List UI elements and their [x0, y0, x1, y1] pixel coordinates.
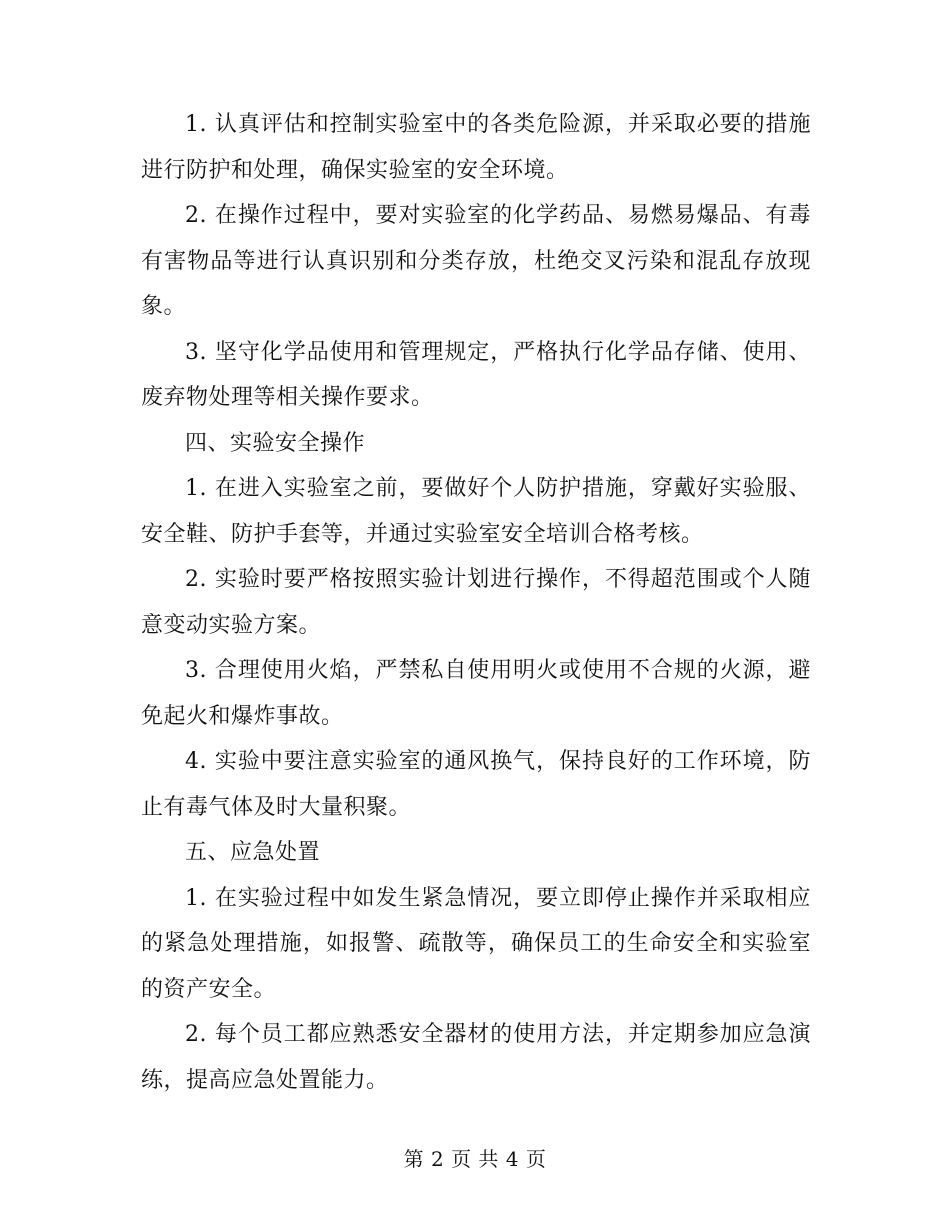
paragraph-chemical-rules: 3. 坚守化学品使用和管理规定，严格执行化学品存储、使用、废弃物处理等相关操作要求。 [141, 339, 811, 410]
paragraph-emergency-drills: 2. 每个员工都应熟悉安全器材的使用方法，并定期参加应急演练，提高应急处置能力。 [141, 1022, 811, 1093]
section-heading-emergency: 五、应急处置 [185, 840, 321, 865]
paragraph-follow-plan: 2. 实验时要严格按照实验计划进行操作，不得超范围或个人随意变动实验方案。 [141, 567, 811, 638]
paragraph-personal-protection: 1. 在进入实验室之前，要做好个人防护措施，穿戴好实验服、安全鞋、防护手套等，并通过实验室安全培训合格考核。 [141, 476, 811, 547]
paragraph-emergency-response: 1. 在实验过程中如发生紧急情况，要立即停止操作并采取相应的紧急处理措施，如报警、疏散等，确保员工的生命安全和实验室的资产安全。 [141, 885, 811, 1002]
page-number-footer: 第 2 页 共 4 页 [403, 1147, 547, 1171]
document-body [141, 102, 811, 1103]
paragraph-fire-safety: 3. 合理使用火焰，严禁私自使用明火或使用不合规的火源，避免起火和爆炸事故。 [141, 658, 811, 729]
section-heading-safe-operation: 四、实验安全操作 [185, 430, 366, 456]
paragraph-hazard-control: 1. 认真评估和控制实验室中的各类危险源，并采取必要的措施进行防护和处理，确保实验室的安全环境。 [141, 112, 811, 183]
paragraph-ventilation: 4. 实验中要注意实验室的通风换气，保持良好的工作环境，防止有毒气体及时大量积聚。 [141, 749, 811, 820]
paragraph-chemical-storage: 2. 在操作过程中，要对实验室的化学药品、易燃易爆品、有毒有害物品等进行认真识别和分类存放，杜绝交叉污染和混乱存放现象。 [141, 203, 811, 319]
